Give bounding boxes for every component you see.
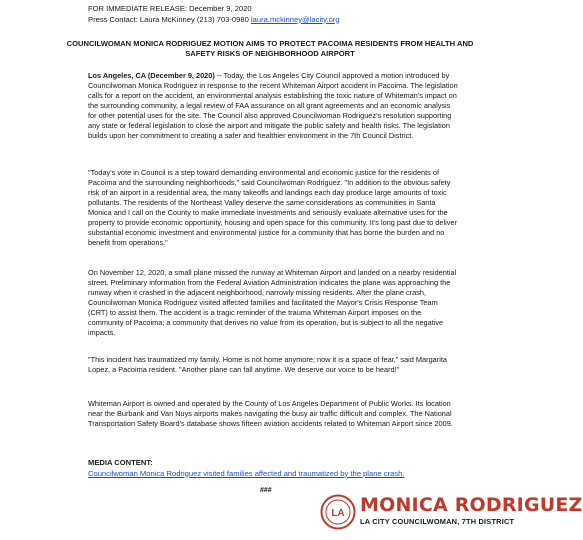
end-of-release-mark: ### <box>260 487 272 494</box>
press-contact-email-link[interactable]: laura.mckinney@lacity.org <box>250 14 340 24</box>
press-release-headline: COUNCILWOMAN MONICA RODRIGUEZ MOTION AIMS TO PROTECT PACOIMA RESIDENTS FROM HEALTH AND SAFETY RISKS OF NEIGHBORHOOD AIRPORT <box>66 39 474 58</box>
dateline: Los Angeles, CA (December 9, 2020) <box>88 71 215 80</box>
logo-name: MONICA RODRIGUEZ <box>360 494 583 516</box>
paragraph-resident-quote-text: "This incident has traumatized my family. Home is not home anymore; now it is a space of fear," said Margarita Lopez, a Pacoima resident. "Another plane can fall anytime. We deserve our voice to be heard!" <box>88 355 447 375</box>
paragraph-crash-details <box>88 268 458 338</box>
press-contact-label: Press Contact: Laura McKinney (213) 703-0980 <box>88 14 249 24</box>
media-content-link[interactable]: Councilwoman Monica Rodriguez visited families affected and traumatized by the plane crash. <box>88 468 405 478</box>
paragraph-crash-details-text: On November 12, 2020, a small plane missed the runway at Whiteman Airport and landed on a nearby residential street. Preliminary information from the Federal Aviation Administration indicates the plane was approaching the runway when it crashed in the adjacent neighborhood, narrowly missing residents. After the plane crash, Councilwoman Monica Rodriguez visited affected families and facilitated the Mayor's Crisis Response Team (CRT) to assist them. The accident is a tragic reminder of the trauma Whiteman Airport imposes on the community of Pacoima; a community that derives no value from its operation, but is subject to all the negative impacts. <box>88 268 457 338</box>
paragraph-rodriguez-quote <box>88 168 458 248</box>
councilwoman-logo <box>320 492 583 532</box>
paragraph-airport-background <box>88 399 458 429</box>
media-content-label: MEDIA CONTENT: <box>88 458 153 467</box>
release-date-line: FOR IMMEDIATE RELEASE: December 9, 2020 <box>88 4 252 13</box>
paragraph-intro <box>88 71 458 141</box>
seal-text: LA <box>331 508 345 519</box>
paragraph-rodriguez-quote-text: "Today's vote in Council is a step toward demanding environmental and economic justice for the residents of Pacoima and the surrounding neighborhoods," said Councilwoman Rodriguez. "In addition to the obvious safety risk of an airport in a residential area, the many takeoffs and landings each day produce large amounts of toxic pollutants. The residents of the Northeast Valley deserve the same considerations as communities in Santa Monica and I call on the County to make immediate investments and seriously evaluate alternative uses for the property to provide economic opportunity, housing and open space for this community. It's long past due to deliver substantial economic investment and environmental justice for a community that has borne the burden and no benefit from operations." <box>88 168 457 248</box>
city-seal-icon <box>320 494 356 530</box>
paragraph-resident-quote <box>88 355 458 375</box>
paragraph-airport-background-text: Whiteman Airport is owned and operated by the County of Los Angeles Department of Public Works. Its location near the Burbank and Van Nuys airports makes navigating the busy air traffic difficult and complex. The National Transportation Safety Board's database shows fifteen aviation accidents related to Whiteman Airport since 2009. <box>88 399 453 429</box>
paragraph-intro-text: -- Today, the Los Angeles City Council approved a motion introduced by Councilwoman Monica Rodriguez in response to the recent Whiteman Airport accident in Pacoima. The legislation calls for a report on the accident, an environmental analysis establishing the toxic nature of Whiteman's impact on the surrounding community, a legal review of FAA assurance on all grant agreements and an economic analysis for other potential uses for the site. The Council also approved Councilwoman Rodriguez's resolution supporting any state or federal legislation to close the airport and mitigate the public safety and health risks. The legislation builds upon her commitment to creating a safer and healthier environment in the 7th Council District. <box>88 71 458 141</box>
press-contact-line <box>88 15 340 26</box>
media-content-section <box>88 458 404 479</box>
release-header <box>88 4 340 25</box>
logo-subtitle: LA CITY COUNCILWOMAN, 7TH DISTRICT <box>360 517 515 526</box>
